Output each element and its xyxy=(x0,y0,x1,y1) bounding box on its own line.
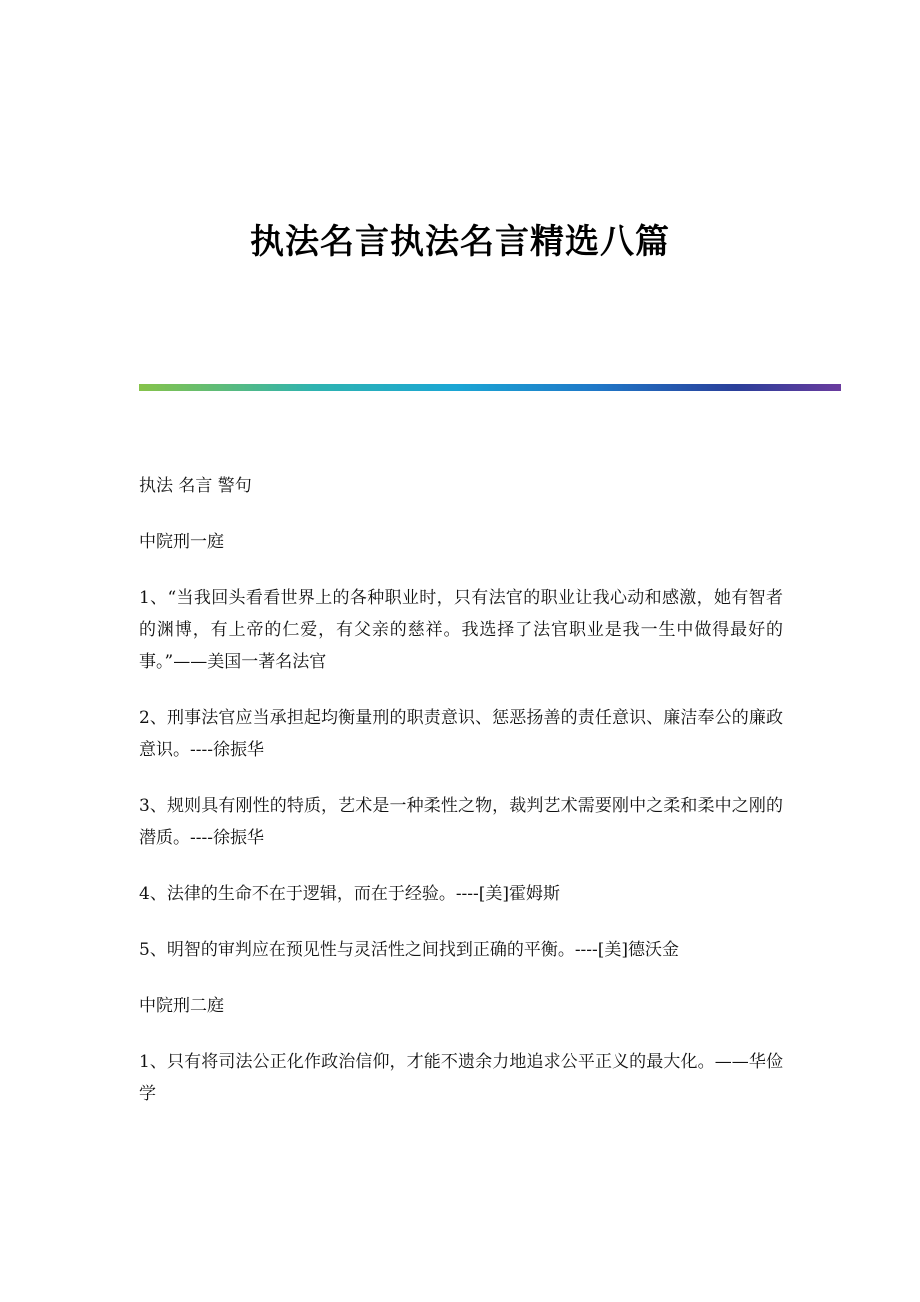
quote-paragraph: 4、法律的生命不在于逻辑，而在于经验。----[美]霍姆斯 xyxy=(139,884,561,904)
document-title: 执法名言执法名言精选八篇 xyxy=(250,222,670,262)
keywords-line: 执法 名言 警句 xyxy=(139,476,252,496)
gradient-divider xyxy=(139,384,841,391)
section-heading: 中院刑二庭 xyxy=(139,996,224,1016)
quote-paragraph: 5、明智的审判应在预见性与灵活性之间找到正确的平衡。----[美]德沃金 xyxy=(139,940,680,960)
quote-paragraph: 1、“当我回头看看世界上的各种职业时，只有法官的职业让我心动和感激，她有智者的渊博，有上帝的仁爱，有父亲的慈祥。我选择了法官职业是我一生中做得最好的事。”——美国一著名法官 xyxy=(139,588,783,672)
quote-paragraph: 2、刑事法官应当承担起均衡量刑的职责意识、惩恶扬善的责任意识、廉洁奉公的廉政意识。----徐振华 xyxy=(139,708,783,760)
quote-paragraph: 1、只有将司法公正化作政治信仰，才能不遗余力地追求公平正义的最大化。——华俭学 xyxy=(139,1052,783,1104)
document-body xyxy=(139,470,783,1134)
quote-paragraph: 3、规则具有刚性的特质，艺术是一种柔性之物，裁判艺术需要刚中之柔和柔中之刚的潜质。----徐振华 xyxy=(139,796,783,848)
section-heading: 中院刑一庭 xyxy=(139,532,224,552)
